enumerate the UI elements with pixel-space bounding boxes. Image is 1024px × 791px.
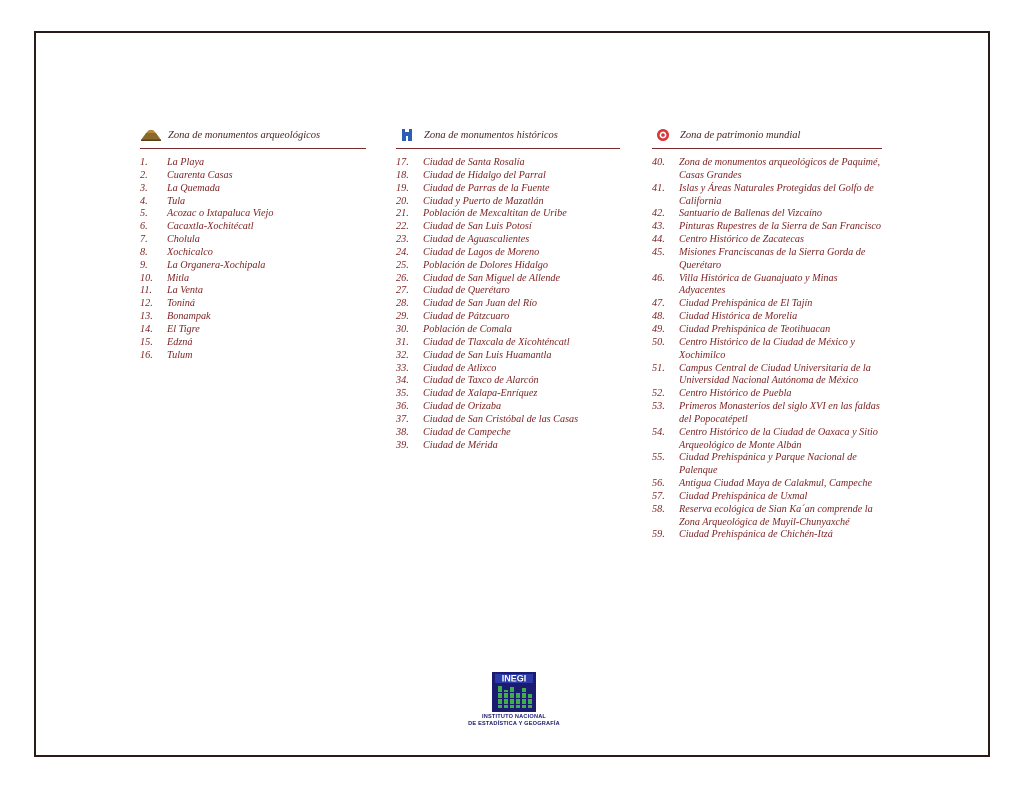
item-number: 3. bbox=[140, 182, 148, 194]
list-item bbox=[140, 208, 366, 221]
item-label: Ciudad Prehispánica de Uxmal bbox=[679, 490, 808, 502]
item-number: 23. bbox=[396, 234, 409, 246]
item-label: Población de Dolores Hidalgo bbox=[423, 259, 548, 271]
item-number: 40. bbox=[652, 157, 665, 168]
list-item bbox=[396, 208, 620, 221]
item-number: 24. bbox=[396, 246, 409, 258]
historic-title: Zona de monumentos históricos bbox=[424, 129, 558, 141]
item-label: Ciudad de Taxco de Alarcón bbox=[423, 375, 539, 387]
list-item bbox=[652, 491, 882, 504]
list-item bbox=[652, 427, 882, 453]
item-label: Ciudad de San Miguel de Allende bbox=[423, 272, 561, 284]
item-number: 27. bbox=[396, 285, 409, 297]
item-number: 15. bbox=[140, 336, 153, 348]
logo-subtitle-line2: DE ESTADÍSTICA Y GEOGRAFÍA bbox=[468, 720, 560, 727]
list-item bbox=[140, 221, 366, 234]
list-item bbox=[140, 234, 366, 247]
list-item bbox=[652, 452, 882, 478]
inegi-logo-icon bbox=[492, 672, 536, 712]
item-label: Centro Histórico de la Ciudad de México y Xochimilco bbox=[679, 336, 855, 361]
list-item bbox=[652, 337, 882, 363]
item-label: Centro Histórico de Zacatecas bbox=[679, 234, 804, 246]
list-item bbox=[396, 324, 620, 337]
list-item bbox=[396, 273, 620, 286]
item-number: 4. bbox=[140, 195, 148, 207]
item-number: 22. bbox=[396, 221, 409, 233]
item-label: Bonampak bbox=[167, 311, 211, 323]
item-label: Ciudad Prehispánica de El Tajín bbox=[679, 298, 813, 310]
list-item bbox=[396, 388, 620, 401]
list-item bbox=[396, 234, 620, 247]
item-number: 39. bbox=[396, 439, 409, 451]
item-number: 1. bbox=[140, 157, 148, 168]
item-number: 44. bbox=[652, 234, 665, 246]
item-number: 25. bbox=[396, 259, 409, 271]
list-item bbox=[396, 401, 620, 414]
item-label: Ciudad Prehispánica de Chichén-Itzá bbox=[679, 529, 833, 541]
item-number: 38. bbox=[396, 426, 409, 438]
item-number: 57. bbox=[652, 490, 665, 502]
list-item bbox=[652, 157, 882, 183]
archaeological-column bbox=[140, 124, 366, 363]
item-number: 19. bbox=[396, 182, 409, 194]
list-item bbox=[396, 285, 620, 298]
list-item bbox=[652, 273, 882, 299]
list-item bbox=[396, 183, 620, 196]
item-label: Ciudad de Xalapa-Enríquez bbox=[423, 388, 538, 400]
item-number: 49. bbox=[652, 323, 665, 335]
item-number: 56. bbox=[652, 478, 665, 490]
list-item bbox=[652, 401, 882, 427]
list-item bbox=[396, 440, 620, 453]
item-label: Ciudad de Campeche bbox=[423, 426, 511, 438]
item-number: 52. bbox=[652, 388, 665, 400]
list-item bbox=[652, 388, 882, 401]
item-label: Villa Histórica de Guanajuato y Minas Adyacentes bbox=[679, 272, 838, 297]
list-item bbox=[652, 363, 882, 389]
list-item bbox=[140, 337, 366, 350]
item-label: Ciudad Prehispánica y Parque Nacional de Palenque bbox=[679, 452, 857, 477]
item-number: 8. bbox=[140, 246, 148, 258]
item-label: La Quemada bbox=[167, 182, 220, 194]
item-number: 58. bbox=[652, 503, 665, 515]
item-label: Ciudad de Parras de la Fuente bbox=[423, 182, 550, 194]
item-label: Zona de monumentos arqueológicos de Paquimé, Casas Grandes bbox=[679, 157, 881, 181]
archaeological-title: Zona de monumentos arqueológicos bbox=[168, 129, 321, 141]
item-number: 30. bbox=[396, 323, 409, 335]
world-heritage-list bbox=[652, 157, 882, 542]
list-item bbox=[396, 350, 620, 363]
historic-header bbox=[396, 124, 620, 149]
list-item bbox=[652, 311, 882, 324]
list-item bbox=[652, 234, 882, 247]
item-number: 43. bbox=[652, 221, 665, 233]
item-number: 55. bbox=[652, 452, 665, 464]
logo-subtitle-line1: INSTITUTO NACIONAL bbox=[481, 714, 547, 720]
list-item bbox=[140, 170, 366, 183]
list-item bbox=[652, 478, 882, 491]
item-label: Ciudad de Orizaba bbox=[423, 401, 502, 413]
list-item bbox=[140, 196, 366, 209]
list-item bbox=[396, 247, 620, 260]
item-number: 5. bbox=[140, 208, 148, 220]
world-heritage-header bbox=[652, 124, 882, 149]
item-label: Campus Central de Ciudad Universitaria de la Universidad Nacional Autónoma de México bbox=[679, 362, 871, 387]
world-heritage-column bbox=[652, 124, 882, 542]
item-label: Reserva ecológica de Sian Ka´an comprende la Zona Arqueológica de Muyil-Chunyaxché bbox=[679, 503, 873, 528]
item-number: 17. bbox=[396, 157, 409, 168]
item-number: 31. bbox=[396, 336, 409, 348]
item-number: 14. bbox=[140, 323, 153, 335]
item-number: 48. bbox=[652, 311, 665, 323]
item-number: 2. bbox=[140, 169, 148, 181]
item-label: El Tigre bbox=[167, 323, 200, 335]
list-item bbox=[652, 208, 882, 221]
logo-subtitle bbox=[468, 714, 560, 727]
item-number: 51. bbox=[652, 362, 665, 374]
list-item bbox=[140, 273, 366, 286]
list-item bbox=[652, 504, 882, 530]
item-label: Edzná bbox=[167, 336, 193, 348]
item-label: Ciudad de Tlaxcala de Xicohténcatl bbox=[423, 336, 570, 348]
item-number: 28. bbox=[396, 298, 409, 310]
item-label: Pinturas Rupestres de la Sierra de San Francisco bbox=[679, 221, 881, 233]
item-label: Ciudad de Aguascalientes bbox=[423, 234, 530, 246]
list-item bbox=[140, 324, 366, 337]
list-item bbox=[140, 157, 366, 170]
item-label: Xochicalco bbox=[167, 246, 213, 258]
item-number: 18. bbox=[396, 169, 409, 181]
list-item bbox=[652, 247, 882, 273]
item-label: La Playa bbox=[167, 157, 205, 168]
item-label: Centro Histórico de Puebla bbox=[679, 388, 792, 400]
item-label: Mitla bbox=[167, 272, 190, 284]
list-item bbox=[652, 183, 882, 209]
item-label: Cacaxtla-Xochitécatl bbox=[167, 221, 254, 233]
item-label: Cuarenta Casas bbox=[167, 169, 233, 181]
list-item bbox=[396, 196, 620, 209]
item-label: Ciudad de Santa Rosalía bbox=[423, 157, 525, 168]
item-number: 10. bbox=[140, 272, 153, 284]
item-number: 21. bbox=[396, 208, 409, 220]
item-label: Tulum bbox=[167, 349, 193, 361]
item-label: Ciudad Histórica de Morelia bbox=[679, 311, 798, 323]
item-label: Ciudad Prehispánica de Teotihuacan bbox=[679, 323, 831, 335]
heritage-emblem-icon bbox=[652, 128, 674, 142]
item-label: Acozac o Ixtapaluca Viejo bbox=[167, 208, 274, 220]
list-item bbox=[140, 247, 366, 260]
item-number: 12. bbox=[140, 298, 153, 310]
item-number: 32. bbox=[396, 349, 409, 361]
item-number: 46. bbox=[652, 272, 665, 284]
item-label: Población de Comala bbox=[423, 323, 512, 335]
item-number: 53. bbox=[652, 401, 665, 413]
list-item bbox=[140, 285, 366, 298]
item-label: La Organera-Xochipala bbox=[167, 259, 266, 271]
list-item bbox=[652, 221, 882, 234]
list-item bbox=[396, 337, 620, 350]
historic-list bbox=[396, 157, 620, 452]
list-item bbox=[396, 375, 620, 388]
item-number: 42. bbox=[652, 208, 665, 220]
list-item bbox=[396, 414, 620, 427]
item-number: 6. bbox=[140, 221, 148, 233]
list-item bbox=[396, 311, 620, 324]
item-number: 11. bbox=[140, 285, 152, 297]
list-item bbox=[652, 298, 882, 311]
item-label: Ciudad de San Juan del Río bbox=[423, 298, 538, 310]
item-label: Ciudad de Atlixco bbox=[423, 362, 497, 374]
item-number: 41. bbox=[652, 182, 665, 194]
building-icon bbox=[396, 128, 418, 142]
item-label: Ciudad de Hidalgo del Parral bbox=[423, 169, 546, 181]
item-label: Ciudad de Mérida bbox=[423, 439, 498, 451]
item-number: 16. bbox=[140, 349, 153, 361]
list-item bbox=[652, 324, 882, 337]
list-item bbox=[652, 529, 882, 542]
list-item bbox=[140, 260, 366, 273]
item-label: Ciudad de Lagos de Moreno bbox=[423, 246, 540, 258]
item-number: 34. bbox=[396, 375, 409, 387]
item-number: 50. bbox=[652, 336, 665, 348]
item-number: 26. bbox=[396, 272, 409, 284]
list-item bbox=[140, 183, 366, 196]
item-number: 13. bbox=[140, 311, 153, 323]
item-label: Centro Histórico de la Ciudad de Oaxaca y Sitio Arqueológico de Monte Albán bbox=[679, 426, 878, 451]
item-number: 33. bbox=[396, 362, 409, 374]
item-number: 35. bbox=[396, 388, 409, 400]
item-number: 9. bbox=[140, 259, 148, 271]
item-label: Santuario de Ballenas del Vizcaíno bbox=[679, 208, 822, 220]
list-item bbox=[140, 350, 366, 363]
item-label: Primeros Monasterios del siglo XVI en las faldas del Popocatépetl bbox=[679, 401, 880, 425]
inegi-logo bbox=[462, 672, 566, 734]
item-number: 45. bbox=[652, 246, 665, 258]
item-number: 36. bbox=[396, 401, 409, 413]
pyramid-icon bbox=[140, 128, 162, 142]
item-number: 47. bbox=[652, 298, 665, 310]
list-item bbox=[396, 221, 620, 234]
world-heritage-title: Zona de patrimonio mundial bbox=[680, 129, 801, 141]
item-label: Ciudad de San Cristóbal de las Casas bbox=[423, 413, 579, 425]
list-item bbox=[396, 170, 620, 183]
item-label: Ciudad de San Luis Huamantla bbox=[423, 349, 552, 361]
item-label: Población de Mexcaltitan de Uribe bbox=[423, 208, 567, 220]
item-label: Ciudad de Querétaro bbox=[423, 285, 510, 297]
list-item bbox=[396, 260, 620, 273]
item-label: Islas y Áreas Naturales Protegidas del Golfo de California bbox=[679, 182, 874, 207]
item-label: Tula bbox=[167, 195, 186, 207]
item-number: 20. bbox=[396, 195, 409, 207]
item-number: 29. bbox=[396, 311, 409, 323]
item-number: 59. bbox=[652, 529, 665, 541]
item-label: Misiones Franciscanas de la Sierra Gorda de Querétaro bbox=[679, 246, 866, 271]
list-item bbox=[140, 298, 366, 311]
item-label: Antigua Ciudad Maya de Calakmul, Campeche bbox=[679, 478, 872, 490]
archaeological-header bbox=[140, 124, 366, 149]
item-label: La Venta bbox=[167, 285, 203, 297]
logo-wordmark: INEGI bbox=[501, 673, 527, 684]
list-item bbox=[396, 157, 620, 170]
list-item bbox=[396, 298, 620, 311]
item-number: 7. bbox=[140, 234, 148, 246]
item-label: Cholula bbox=[167, 234, 200, 246]
archaeological-list bbox=[140, 157, 366, 363]
historic-column bbox=[396, 124, 620, 452]
item-label: Toniná bbox=[167, 298, 195, 310]
item-number: 54. bbox=[652, 426, 665, 438]
item-label: Ciudad de San Luis Potosí bbox=[423, 221, 532, 233]
list-item bbox=[396, 427, 620, 440]
item-label: Ciudad y Puerto de Mazatlán bbox=[423, 195, 544, 207]
list-item bbox=[396, 363, 620, 376]
list-item bbox=[140, 311, 366, 324]
item-number: 37. bbox=[396, 413, 409, 425]
item-label: Ciudad de Pátzcuaro bbox=[423, 311, 510, 323]
